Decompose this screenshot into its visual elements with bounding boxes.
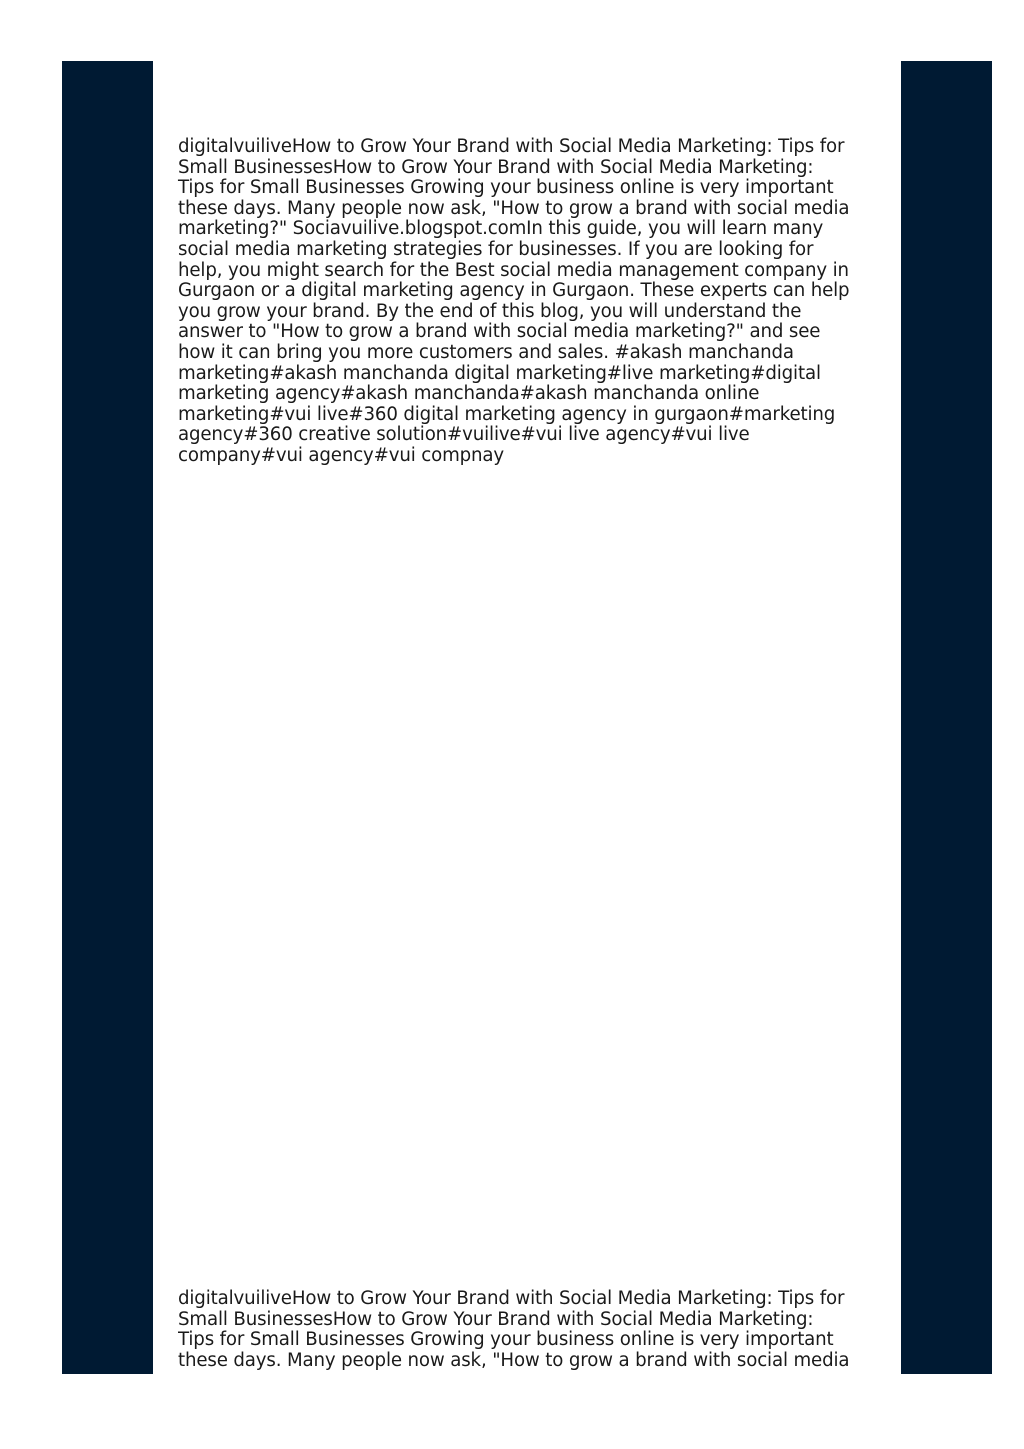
left-side-bar (62, 61, 153, 1374)
right-side-bar (901, 61, 992, 1374)
article-text-block-repeat: digitalvuiliveHow to Grow Your Brand with Social Media Marketing: Tips for Small BusinessesHow to Grow Your Brand with Social Media Marketing: Tips for Small Businesses Growing your business online is very important these days. Many people now ask, "How to grow a brand with social media (178, 1289, 850, 1371)
document-page (62, 61, 992, 1374)
article-text-block: digitalvuiliveHow to Grow Your Brand with Social Media Marketing: Tips for Small BusinessesHow to Grow Your Brand with Social Media Marketing: Tips for Small Businesses Growing your business online is very important these days. Many people now ask, "How to grow a brand with social media marketing?" Sociavuilive.blogspot.comIn this guide, you will learn many social media marketing strategies for businesses. If you are looking for help, you might search for the Best social media management company in Gurgaon or a digital marketing agency in Gurgaon. These experts can help you grow your brand. By the end of this blog, you will understand the answer to "How to grow a brand with social media marketing?" and see how it can bring you more customers and sales. #akash manchanda marketing#akash manchanda digital marketing#live marketing#digital marketing agency#akash manchanda#akash manchanda online marketing#vui live#360 digital marketing agency in gurgaon#marketing agency#360 creative solution#vuilive#vui live agency#vui live company#vui agency#vui compnay (178, 136, 850, 466)
